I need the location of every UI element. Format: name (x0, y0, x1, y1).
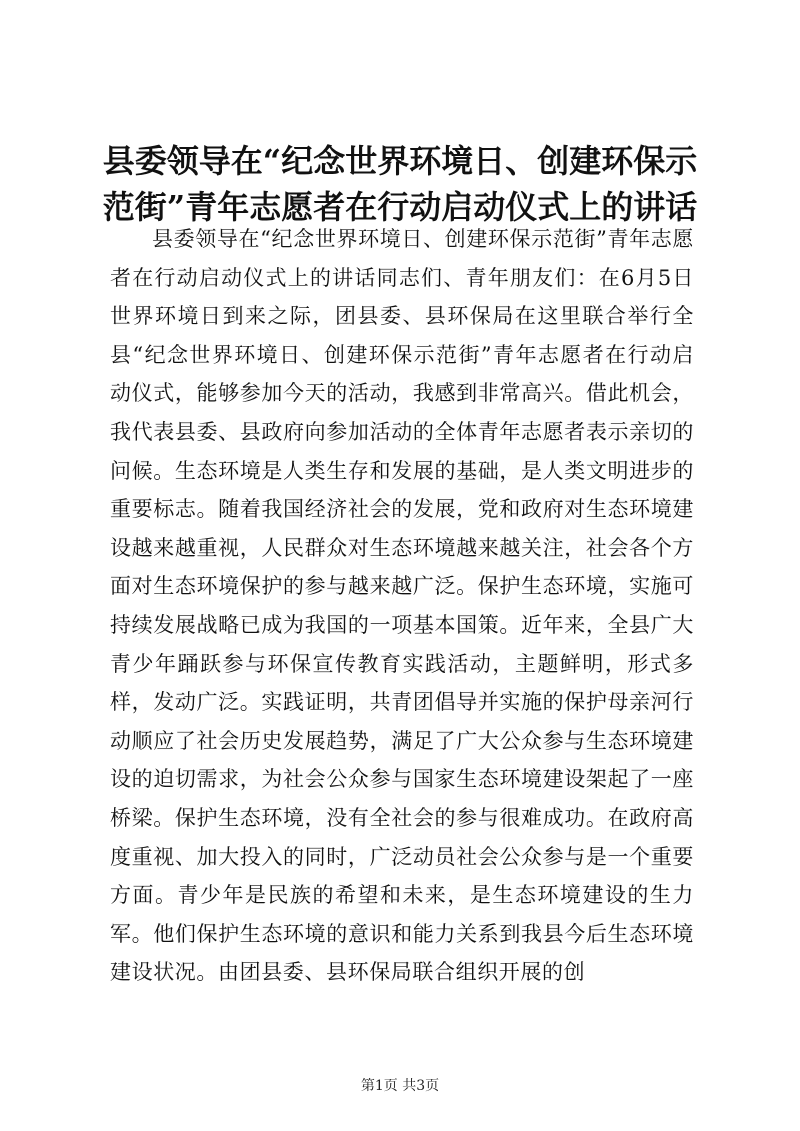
page-number-footer: 第1页 共3页 (360, 1078, 440, 1094)
document-body-paragraph: 县委领导在“纪念世界环境日、创建环保示范街”青年志愿者在行动启动仪式上的讲话同志们、青年朋友们：在6月5日世界环境日到来之际，团县委、县环保局在这里联合举行全县“纪念世界环境日、创建环保示范街”青年志愿者在行动启动仪式，能够参加今天的活动，我感到非常高兴。借此机会，我代表县委、县政府向参加活动的全体青年志愿者表示亲切的问候。生态环境是人类生存和发展的基础，是人类文明进步的重要标志。随着我国经济社会的发展，党和政府对生态环境建设越来越重视，人民群众对生态环境越来越关注，社会各个方面对生态环境保护的参与越来越广泛。保护生态环境，实施可持续发展战略已成为我国的一项基本国策。近年来，全县广大青少年踊跃参与环保宣传教育实践活动，主题鲜明，形式多样，发动广泛。实践证明，共青团倡导并实施的保护母亲河行动顺应了社会历史发展趋势，满足了广大公众参与生态环境建设的迫切需求，为社会公众参与国家生态环境建设架起了一座桥梁。保护生态环境，没有全社会的参与很难成功。在政府高度重视、加大投入的同时，广泛动员社会公众参与是一个重要方面。青少年是民族的希望和未来，是生态环境建设的生力军。他们保护生态环境的意识和能力关系到我县今后生态环境建设状况。由团县委、县环保局联合组织开展的创 (110, 227, 694, 985)
document-title: 县委领导在“纪念世界环境日、创建环保示范街”青年志愿者在行动启动仪式上的讲话 (102, 142, 698, 226)
